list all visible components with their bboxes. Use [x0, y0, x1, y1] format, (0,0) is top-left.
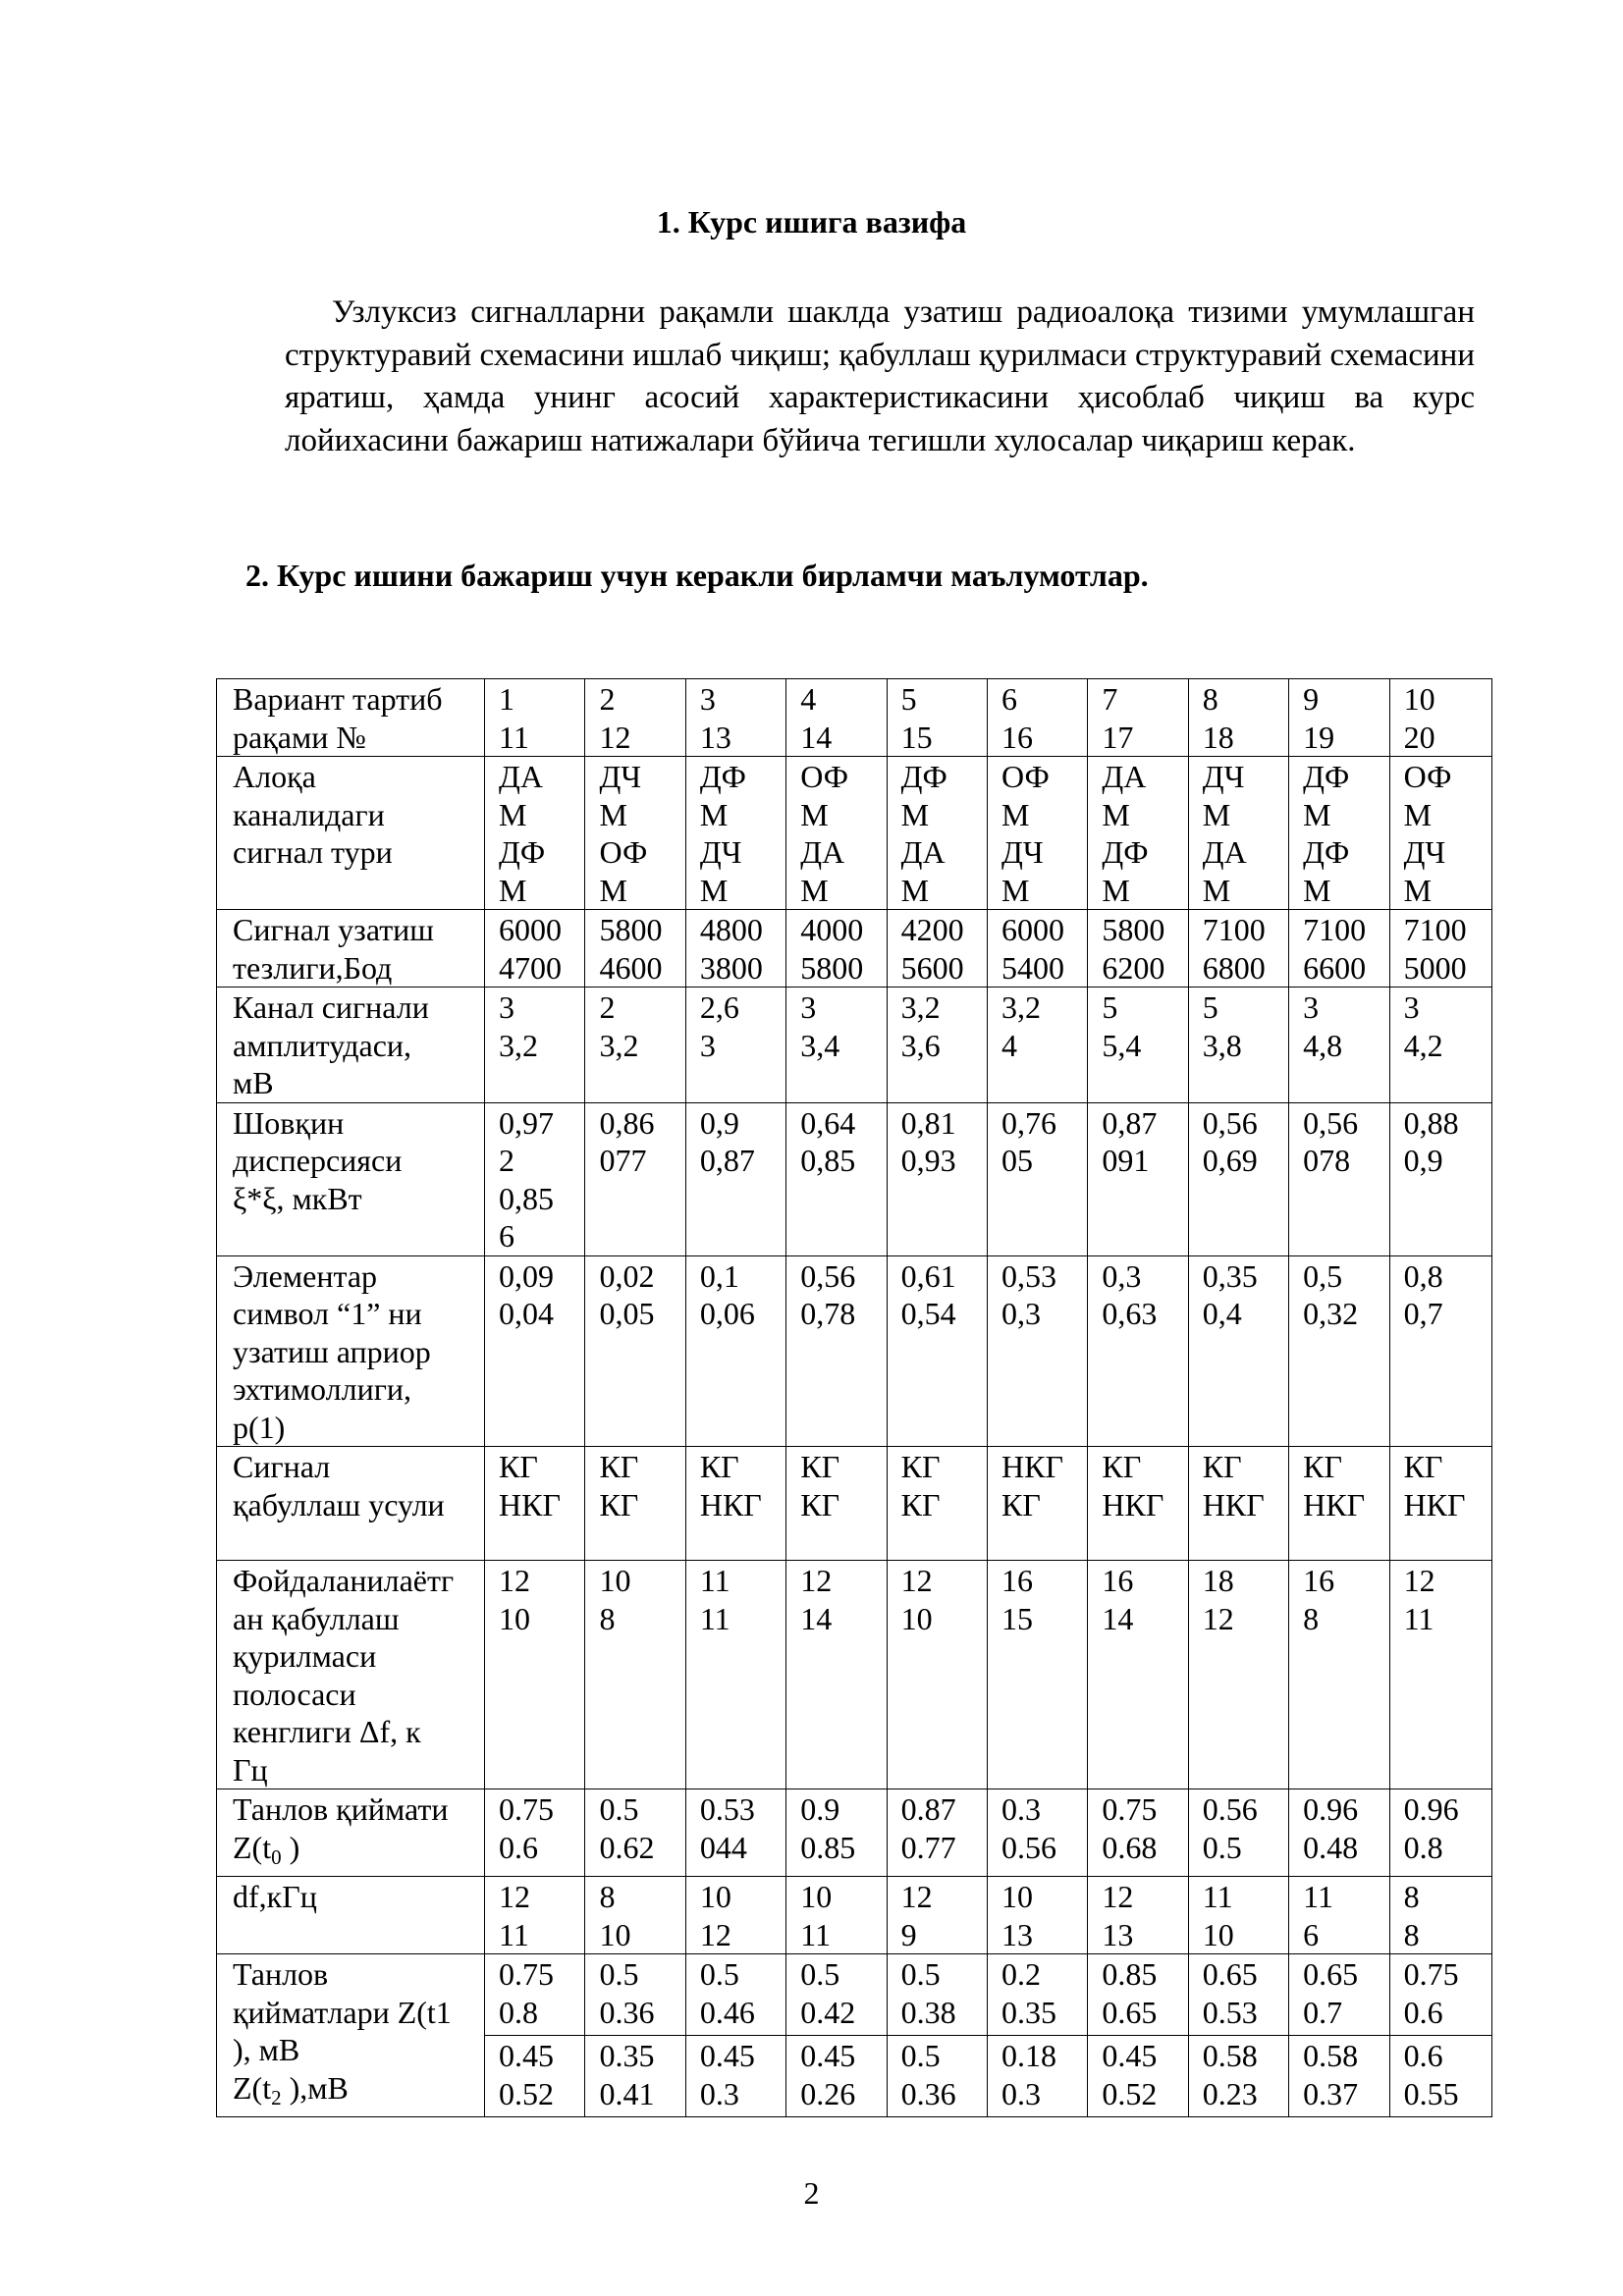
table-cell: 3 3,4: [786, 988, 887, 1103]
table-cell: 0,76 05: [988, 1102, 1088, 1255]
table-cell: 0.96 0.48: [1289, 1789, 1389, 1877]
table-cell: 9 19: [1289, 679, 1389, 757]
table-cell: 11 6: [1289, 1877, 1389, 1954]
table-cell: ДА М ДФ М: [485, 757, 585, 910]
table-cell: 4200 5600: [887, 910, 987, 988]
table-cell: КГ НКГ: [685, 1447, 785, 1561]
table-cell: 5800 6200: [1088, 910, 1188, 988]
row-label: [217, 1789, 485, 1877]
table-cell: 12 10: [887, 1561, 987, 1789]
table-cell: 4000 5800: [786, 910, 887, 988]
table-cell: 5 15: [887, 679, 987, 757]
table-cell: 0,56 0,78: [786, 1255, 887, 1447]
table-row: [217, 757, 1492, 910]
table-cell: КГ НКГ: [1389, 1447, 1491, 1561]
row-label-text: Танлов қиймати Z(t: [233, 1791, 449, 1865]
table-cell: КГ НКГ: [1188, 1447, 1288, 1561]
table-cell: 0.75 0.68: [1088, 1789, 1188, 1877]
table-cell: 0,9 0,87: [685, 1102, 785, 1255]
table-cell: 10 12: [685, 1877, 785, 1954]
table-cell: ДЧ М ДА М: [1188, 757, 1288, 910]
table-cell: 18 12: [1188, 1561, 1288, 1789]
table-cell: 0,56 078: [1289, 1102, 1389, 1255]
table-cell: ДЧ М ОФ М: [585, 757, 685, 910]
table-cell: 5 3,8: [1188, 988, 1288, 1103]
table-cell: 8 18: [1188, 679, 1288, 757]
table-cell: 0.65 0.53: [1188, 1954, 1288, 2036]
table-cell: 0.5 0.36: [585, 1954, 685, 2036]
table-cell: КГ КГ: [585, 1447, 685, 1561]
table-cell: КГ НКГ: [1088, 1447, 1188, 1561]
table-cell: 3 4,2: [1389, 988, 1491, 1103]
row-label: Фойдаланилаётг ан қабуллаш қурилмаси полосаси кенглиги Δf, к Гц: [217, 1561, 485, 1789]
table-row: [217, 1447, 1492, 1561]
table-cell: 12 10: [485, 1561, 585, 1789]
table-cell: 3,2 4: [988, 988, 1088, 1103]
table-cell: 6000 5400: [988, 910, 1088, 988]
row-label: Алоқа каналидаги сигнал тури: [217, 757, 485, 910]
table-cell: 0,88 0,9: [1389, 1102, 1491, 1255]
table-cell: 0.53 044: [685, 1789, 785, 1877]
table-cell: 0,5 0,32: [1289, 1255, 1389, 1447]
table-row: [217, 1877, 1492, 1954]
row-label-text: ),мВ: [281, 2069, 349, 2106]
table-cell: 0.96 0.8: [1389, 1789, 1491, 1877]
table-cell: 0.75 0.6: [1389, 1954, 1491, 2036]
table-cell: 12 11: [1389, 1561, 1491, 1789]
table-cell: 0,1 0,06: [685, 1255, 785, 1447]
table-row: [217, 910, 1492, 988]
row-label: Сигнал қабуллаш усули: [217, 1447, 485, 1561]
table-cell: ОФ М ДА М: [786, 757, 887, 910]
table-cell: 0.6 0.55: [1389, 2036, 1491, 2117]
table-cell: 0,35 0,4: [1188, 1255, 1288, 1447]
table-cell: 0.45 0.52: [1088, 2036, 1188, 2117]
row-label: Сигнал узатиш тезлиги,Бод: [217, 910, 485, 988]
table-cell: 2 3,2: [585, 988, 685, 1103]
table-cell: 0.75 0.6: [485, 1789, 585, 1877]
table-cell: 10 8: [585, 1561, 685, 1789]
table-cell: ОФ М ДЧ М: [1389, 757, 1491, 910]
table-cell: КГ КГ: [887, 1447, 987, 1561]
table-cell: 0,02 0,05: [585, 1255, 685, 1447]
table-row: [217, 679, 1492, 757]
table-cell: 2 12: [585, 679, 685, 757]
table-cell: 0,09 0,04: [485, 1255, 585, 1447]
table-cell: 3 13: [685, 679, 785, 757]
intro-paragraph: Узлуксиз сигналларни рақамли шаклда узатиш радиоалоқа тизими умумлашган структуравий схемасини ишлаб чиқиш; қабуллаш қурилмаси структуравий схемасини яратиш, ҳамда унинг асосий характеристикасини ҳисоблаб чиқиш ва курс лойихасини бажариш натижалари бўйича тегишли хулосалар чиқариш керак.: [285, 294, 1475, 458]
row-label: Шовқин дисперсияси ξ*ξ, мкВт: [217, 1102, 485, 1255]
row-label-text: ): [281, 1829, 300, 1865]
table-cell: 10 11: [786, 1877, 887, 1954]
table-row: [217, 1255, 1492, 1447]
table-cell: КГ НКГ: [485, 1447, 585, 1561]
table-cell: 1 11: [485, 679, 585, 757]
source-data-table: [216, 678, 1492, 2117]
table-cell: 0.58 0.23: [1188, 2036, 1288, 2117]
row-label: Вариант тартиб рақами №: [217, 679, 485, 757]
table-cell: 0.2 0.35: [988, 1954, 1088, 2036]
table-cell: 11 11: [685, 1561, 785, 1789]
row-label: Элементар символ “1” ни узатиш априор эхтимоллиги, p(1): [217, 1255, 485, 1447]
table-cell: 0,53 0,3: [988, 1255, 1088, 1447]
table-cell: 0,86 077: [585, 1102, 685, 1255]
table-cell: 0,87 091: [1088, 1102, 1188, 1255]
table-cell: ДФ М ДФ М: [1289, 757, 1389, 910]
table-cell: 12 9: [887, 1877, 987, 1954]
table-cell: 8 8: [1389, 1877, 1491, 1954]
table-cell: 16 14: [1088, 1561, 1188, 1789]
table-cell: 8 10: [585, 1877, 685, 1954]
table-cell: 4800 3800: [685, 910, 785, 988]
table-cell: 0.3 0.56: [988, 1789, 1088, 1877]
table-cell: КГ КГ: [786, 1447, 887, 1561]
table-cell: 7100 6600: [1289, 910, 1389, 988]
table-cell: 10 13: [988, 1877, 1088, 1954]
table-cell: 6 16: [988, 679, 1088, 757]
table-cell: 0.9 0.85: [786, 1789, 887, 1877]
table-cell: ДФ М ДЧ М: [685, 757, 785, 910]
table-cell: 3 4,8: [1289, 988, 1389, 1103]
table-cell: 0.56 0.5: [1188, 1789, 1288, 1877]
table-cell: ДФ М ДА М: [887, 757, 987, 910]
table-cell: 0.45 0.3: [685, 2036, 785, 2117]
table-cell: 0.5 0.62: [585, 1789, 685, 1877]
page-number: 2: [803, 2175, 820, 2211]
table-cell: 7100 5000: [1389, 910, 1491, 988]
table-cell: 12 11: [485, 1877, 585, 1954]
row-label: [217, 1954, 485, 2117]
table-cell: 7100 6800: [1188, 910, 1288, 988]
table-cell: КГ НКГ: [1289, 1447, 1389, 1561]
table-cell: 2,6 3: [685, 988, 785, 1103]
row-label-subscript: 0: [271, 1844, 282, 1869]
table-cell: 3 3,2: [485, 988, 585, 1103]
table-cell: 12 13: [1088, 1877, 1188, 1954]
table-cell: 7 17: [1088, 679, 1188, 757]
table-cell: 10 20: [1389, 679, 1491, 757]
table-cell: 0.5 0.46: [685, 1954, 785, 2036]
table-cell: 0,81 0,93: [887, 1102, 987, 1255]
table-row: [217, 1561, 1492, 1789]
table-cell: 0,97 2 0,85 6: [485, 1102, 585, 1255]
table-cell: 5 5,4: [1088, 988, 1188, 1103]
table-cell: 0.45 0.52: [485, 2036, 585, 2117]
table-cell: 0.5 0.38: [887, 1954, 987, 2036]
row-label-text: Танлов қийматлари Z(t1 ), мВ Z(t: [233, 1956, 452, 2106]
row-label: Канал сигнали амплитудаси, мВ: [217, 988, 485, 1103]
table-cell: 0.75 0.8: [485, 1954, 585, 2036]
table-row: [217, 988, 1492, 1103]
table-cell: 0.65 0.7: [1289, 1954, 1389, 2036]
table-cell: 4 14: [786, 679, 887, 757]
table-cell: 0.5 0.42: [786, 1954, 887, 2036]
table-cell: 0.58 0.37: [1289, 2036, 1389, 2117]
table-cell: 0,8 0,7: [1389, 1255, 1491, 1447]
table-cell: 0,56 0,69: [1188, 1102, 1288, 1255]
table-cell: 11 10: [1188, 1877, 1288, 1954]
table-row: [217, 1102, 1492, 1255]
table-cell: 16 15: [988, 1561, 1088, 1789]
row-label-subscript: 2: [271, 2085, 282, 2109]
table-cell: 0,64 0,85: [786, 1102, 887, 1255]
table-cell: 0,3 0,63: [1088, 1255, 1188, 1447]
table-cell: 0.18 0.3: [988, 2036, 1088, 2117]
row-label: df,кГц: [217, 1877, 485, 1954]
table-cell: 16 8: [1289, 1561, 1389, 1789]
table-row: [217, 1954, 1492, 2036]
table-cell: 3,2 3,6: [887, 988, 987, 1103]
table-cell: 5800 4600: [585, 910, 685, 988]
table-cell: 0.45 0.26: [786, 2036, 887, 2117]
table-cell: 12 14: [786, 1561, 887, 1789]
table-row: [217, 1789, 1492, 1877]
table-cell: 0.5 0.36: [887, 2036, 987, 2117]
table-cell: НКГ КГ: [988, 1447, 1088, 1561]
table-cell: 6000 4700: [485, 910, 585, 988]
table-cell: ОФ М ДЧ М: [988, 757, 1088, 910]
table-cell: 0,61 0,54: [887, 1255, 987, 1447]
table-cell: 0.87 0.77: [887, 1789, 987, 1877]
table-cell: ДА М ДФ М: [1088, 757, 1188, 910]
section-heading-2: 2. Курс ишини бажариш учун керакли бирламчи маълумотлар.: [245, 558, 1149, 593]
section-heading-1: 1. Курс ишига вазифа: [656, 204, 967, 240]
table-cell: 0.85 0.65: [1088, 1954, 1188, 2036]
table-cell: 0.35 0.41: [585, 2036, 685, 2117]
